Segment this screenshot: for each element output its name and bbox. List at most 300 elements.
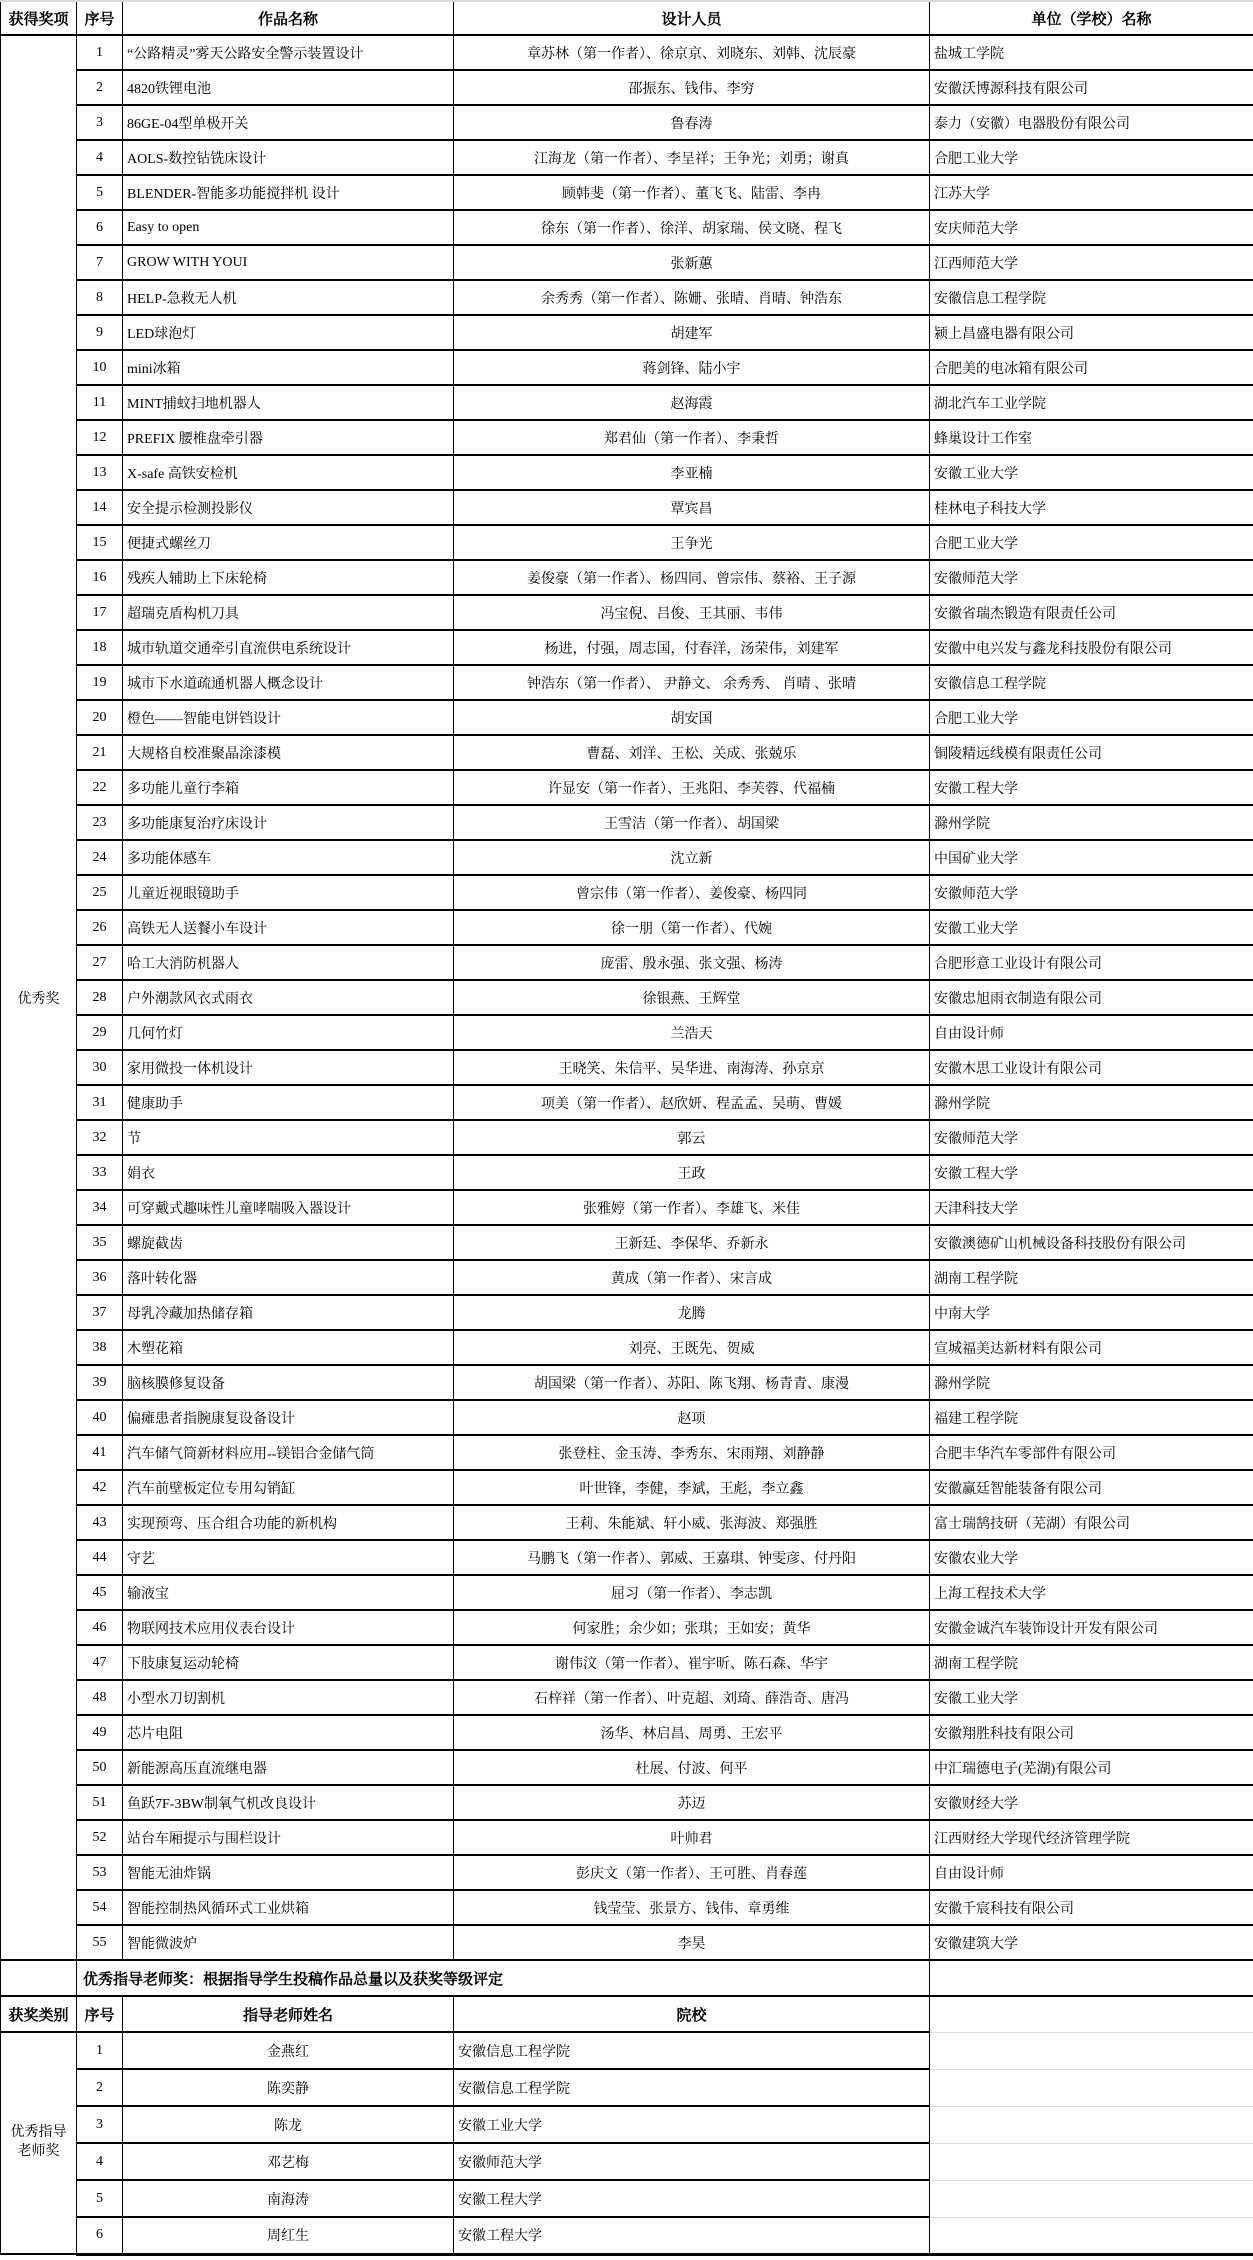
cell-serial-number: 19 <box>77 665 123 700</box>
award-row <box>1 1855 1253 1890</box>
outside-grid-cell <box>930 2143 1253 2180</box>
cell-serial-number: 31 <box>77 1085 123 1120</box>
cell-work-name: 多功能体感车 <box>123 840 454 875</box>
cell-designers: 郭云 <box>454 1120 930 1155</box>
header-serial-number: 序号 <box>77 1 123 35</box>
cell-designers: 汤华、林启昌、周勇、王宏平 <box>454 1715 930 1750</box>
cell-teacher-school: 安徽信息工程学院 <box>454 2069 930 2106</box>
cell-organization: 安徽财经大学 <box>930 1785 1253 1820</box>
award-row <box>1 840 1253 875</box>
cell-designers: 余秀秀（第一作者）、陈姗、张晴、肖晴、钟浩东 <box>454 280 930 315</box>
cell-organization: 合肥形意工业设计有限公司 <box>930 945 1253 980</box>
award-row <box>1 805 1253 840</box>
award-category-cell: 优秀奖 <box>1 35 77 1960</box>
teacher-award-category-cell <box>1 2032 77 2254</box>
cell-serial-number: 7 <box>77 245 123 280</box>
teacher-table-header-row <box>1 1996 1253 2032</box>
cell-work-name: 下肢康复运动轮椅 <box>123 1645 454 1680</box>
cell-serial-number: 13 <box>77 455 123 490</box>
cell-designers: 李昊 <box>454 1925 930 1960</box>
cell-serial-number: 30 <box>77 1050 123 1085</box>
cell-serial-number: 26 <box>77 910 123 945</box>
cell-serial-number: 36 <box>77 1260 123 1295</box>
award-table-body <box>1 35 1253 1960</box>
award-row <box>1 595 1253 630</box>
cell-teacher-name: 南海涛 <box>123 2180 454 2217</box>
cell-work-name: 输液宝 <box>123 1575 454 1610</box>
cell-serial-number: 54 <box>77 1890 123 1925</box>
cell-organization: 盐城工学院 <box>930 35 1253 70</box>
cell-designers: 杜展、付波、何平 <box>454 1750 930 1785</box>
cell-teacher-school: 安徽工程大学 <box>454 2217 930 2254</box>
cell-serial-number: 38 <box>77 1330 123 1365</box>
cell-teacher-name: 陈龙 <box>123 2106 454 2143</box>
cell-designers: 叶世锋，李健，李斌，王彪，李立鑫 <box>454 1470 930 1505</box>
outside-grid-cell <box>930 2217 1253 2254</box>
cell-organization: 安徽工业大学 <box>930 1680 1253 1715</box>
cell-organization: 安徽澳德矿山机械设备科技股份有限公司 <box>930 1225 1253 1260</box>
cell-serial-number: 46 <box>77 1610 123 1645</box>
cell-serial-number: 12 <box>77 420 123 455</box>
award-row <box>1 140 1253 175</box>
award-row <box>1 1470 1253 1505</box>
cell-organization: 宣城福美达新材料有限公司 <box>930 1330 1253 1365</box>
cell-work-name: 螺旋截齿 <box>123 1225 454 1260</box>
award-row <box>1 770 1253 805</box>
teacher-row <box>1 2069 1253 2106</box>
cell-serial-number: 41 <box>77 1435 123 1470</box>
cell-work-name: “公路精灵”雾天公路安全警示装置设计 <box>123 35 454 70</box>
cell-organization: 富士瑞鹄技研（芜湖）有限公司 <box>930 1505 1253 1540</box>
cell-organization: 安徽工程大学 <box>930 770 1253 805</box>
cell-work-name: 可穿戴式趣味性儿童哮喘吸入器设计 <box>123 1190 454 1225</box>
award-row <box>1 1750 1253 1785</box>
cell-work-name: 节 <box>123 1120 454 1155</box>
cell-serial-number: 8 <box>77 280 123 315</box>
award-row <box>1 1365 1253 1400</box>
award-row <box>1 1435 1253 1470</box>
cell-serial-number: 49 <box>77 1715 123 1750</box>
cell-designers: 沈立新 <box>454 840 930 875</box>
cell-work-name: 娟衣 <box>123 1155 454 1190</box>
teacher-award-note: 优秀指导老师奖：根据指导学生投稿作品总量以及获奖等级评定 <box>77 1960 930 1996</box>
header-award-type: 获奖类别 <box>1 1996 77 2032</box>
cell-designers: 张新蕙 <box>454 245 930 280</box>
cell-work-name: 城市下水道疏通机器人概念设计 <box>123 665 454 700</box>
teacher-table-body <box>1 2032 1253 2254</box>
cell-work-name: PREFIX 腰椎盘牵引器 <box>123 420 454 455</box>
award-row <box>1 1120 1253 1155</box>
cell-serial-number: 2 <box>77 70 123 105</box>
award-row <box>1 910 1253 945</box>
cell-teacher-school: 安徽工业大学 <box>454 2106 930 2143</box>
cell-work-name: 汽车前壁板定位专用勾销缸 <box>123 1470 454 1505</box>
award-row <box>1 1785 1253 1820</box>
cell-teacher-serial-number: 4 <box>77 2143 123 2180</box>
cell-work-name: 物联网技术应用仪表台设计 <box>123 1610 454 1645</box>
cell-designers: 顾韩斐（第一作者）、董飞飞、陆雷、李冉 <box>454 175 930 210</box>
cell-serial-number: 10 <box>77 350 123 385</box>
cell-designers: 江海龙（第一作者）、李呈祥；王争光；刘勇；谢真 <box>454 140 930 175</box>
cell-organization: 自由设计师 <box>930 1855 1253 1890</box>
award-row <box>1 700 1253 735</box>
cell-designers: 何家胜；余少如；张琪；王如安；黄华 <box>454 1610 930 1645</box>
cell-designers: 钱莹莹、张景方、钱伟、章勇维 <box>454 1890 930 1925</box>
cell-designers: 谢伟汶（第一作者）、崔宇昕、陈石森、华宇 <box>454 1645 930 1680</box>
cell-designers: 曹磊、刘洋、王松、关成、张兢乐 <box>454 735 930 770</box>
cell-designers: 龙腾 <box>454 1295 930 1330</box>
cell-work-name: 母乳冷藏加热储存箱 <box>123 1295 454 1330</box>
cell-organization: 江西财经大学现代经济管理学院 <box>930 1820 1253 1855</box>
award-row <box>1 490 1253 525</box>
cell-work-name: 高铁无人送餐小车设计 <box>123 910 454 945</box>
award-row <box>1 735 1253 770</box>
cell-organization: 安徽忠旭雨衣制造有限公司 <box>930 980 1253 1015</box>
award-row <box>1 1575 1253 1610</box>
cell-designers: 覃宾昌 <box>454 490 930 525</box>
outside-grid-cell <box>930 2032 1253 2069</box>
cell-work-name: 小型水刀切割机 <box>123 1680 454 1715</box>
cell-designers: 胡国梁（第一作者）、苏阳、陈飞翔、杨青青、康漫 <box>454 1365 930 1400</box>
award-row <box>1 350 1253 385</box>
cell-designers: 徐银燕、王辉堂 <box>454 980 930 1015</box>
cell-designers: 张雅婷（第一作者）、李雄飞、米佳 <box>454 1190 930 1225</box>
award-row <box>1 210 1253 245</box>
award-row <box>1 1015 1253 1050</box>
teacher-row <box>1 2143 1253 2180</box>
cell-organization: 安徽中电兴发与鑫龙科技股份有限公司 <box>930 630 1253 665</box>
award-row <box>1 280 1253 315</box>
cell-organization: 湖北汽车工业学院 <box>930 385 1253 420</box>
cell-designers: 徐东（第一作者）、徐洋、胡家瑞、侯文晓、程飞 <box>454 210 930 245</box>
cell-organization: 安庆师范大学 <box>930 210 1253 245</box>
cell-organization: 合肥工业大学 <box>930 525 1253 560</box>
cell-work-name: 智能微波炉 <box>123 1925 454 1960</box>
cell-designers: 庞雷、殷永强、张文强、杨涛 <box>454 945 930 980</box>
award-row <box>1 1610 1253 1645</box>
cell-organization: 蜂巢设计工作室 <box>930 420 1253 455</box>
cell-serial-number: 14 <box>77 490 123 525</box>
cell-designers: 胡安国 <box>454 700 930 735</box>
award-row <box>1 70 1253 105</box>
cell-designers: 许显安（第一作者）、王兆阳、李芙蓉、代福楠 <box>454 770 930 805</box>
cell-organization: 湖南工程学院 <box>930 1260 1253 1295</box>
cell-organization: 合肥工业大学 <box>930 700 1253 735</box>
cell-serial-number: 32 <box>77 1120 123 1155</box>
empty-cell <box>1 1960 77 1996</box>
header-award-category: 获得奖项 <box>1 1 77 35</box>
cell-organization: 自由设计师 <box>930 1015 1253 1050</box>
header-work-name: 作品名称 <box>123 1 454 35</box>
award-row <box>1 630 1253 665</box>
cell-work-name: 汽车储气筒新材料应用--镁铝合金储气筒 <box>123 1435 454 1470</box>
cell-work-name: 多功能儿童行李箱 <box>123 770 454 805</box>
award-row <box>1 560 1253 595</box>
outside-grid-cell <box>930 2180 1253 2217</box>
cell-serial-number: 51 <box>77 1785 123 1820</box>
cell-organization: 颍上昌盛电器有限公司 <box>930 315 1253 350</box>
award-row <box>1 945 1253 980</box>
award-row <box>1 1260 1253 1295</box>
award-row <box>1 665 1253 700</box>
cell-organization: 合肥美的电冰箱有限公司 <box>930 350 1253 385</box>
cell-serial-number: 27 <box>77 945 123 980</box>
cell-serial-number: 39 <box>77 1365 123 1400</box>
cell-designers: 赵海霞 <box>454 385 930 420</box>
cell-teacher-serial-number: 1 <box>77 2032 123 2069</box>
award-row <box>1 1295 1253 1330</box>
cell-designers: 李亚楠 <box>454 455 930 490</box>
cell-teacher-name: 陈奕静 <box>123 2069 454 2106</box>
cell-work-name: 4820铁锂电池 <box>123 70 454 105</box>
cell-designers: 邵振东、钱伟、李穷 <box>454 70 930 105</box>
cell-organization: 安徽木思工业设计有限公司 <box>930 1050 1253 1085</box>
cell-organization: 滁州学院 <box>930 1085 1253 1120</box>
award-row <box>1 1540 1253 1575</box>
cell-serial-number: 3 <box>77 105 123 140</box>
cell-designers: 彭庆文（第一作者）、王可胜、肖春莲 <box>454 1855 930 1890</box>
award-row <box>1 1330 1253 1365</box>
cell-teacher-school: 安徽工程大学 <box>454 2180 930 2217</box>
cell-serial-number: 5 <box>77 175 123 210</box>
cell-teacher-name: 邓艺梅 <box>123 2143 454 2180</box>
outside-grid-cell <box>930 2069 1253 2106</box>
cell-serial-number: 22 <box>77 770 123 805</box>
cell-work-name: 智能控制热风循环式工业烘箱 <box>123 1890 454 1925</box>
cell-work-name: 守艺 <box>123 1540 454 1575</box>
cell-teacher-name: 周红生 <box>123 2217 454 2254</box>
award-row <box>1 1890 1253 1925</box>
cell-organization: 合肥丰华汽车零部件有限公司 <box>930 1435 1253 1470</box>
cell-serial-number: 53 <box>77 1855 123 1890</box>
cell-designers: 马鹏飞（第一作者）、郭威、王嘉琪、钟雯彦、付丹阳 <box>454 1540 930 1575</box>
cell-serial-number: 42 <box>77 1470 123 1505</box>
cell-serial-number: 20 <box>77 700 123 735</box>
award-row <box>1 1680 1253 1715</box>
cell-serial-number: 9 <box>77 315 123 350</box>
teacher-award-label-line: 优秀指导 <box>10 2125 67 2141</box>
cell-work-name: mini冰箱 <box>123 350 454 385</box>
cell-organization: 安徽省瑞杰锻造有限责任公司 <box>930 595 1253 630</box>
teacher-award-label-line: 老师奖 <box>17 2144 60 2159</box>
cell-serial-number: 29 <box>77 1015 123 1050</box>
award-row <box>1 1715 1253 1750</box>
cell-organization: 安徽农业大学 <box>930 1540 1253 1575</box>
award-row <box>1 525 1253 560</box>
cell-work-name: 健康助手 <box>123 1085 454 1120</box>
cell-work-name: X-safe 高铁安检机 <box>123 455 454 490</box>
cell-work-name: 户外潮款风衣式雨衣 <box>123 980 454 1015</box>
cell-serial-number: 47 <box>77 1645 123 1680</box>
award-row <box>1 315 1253 350</box>
cell-work-name: AOLS-数控钻铣床设计 <box>123 140 454 175</box>
cell-work-name: MINT捕蚊扫地机器人 <box>123 385 454 420</box>
cell-serial-number: 18 <box>77 630 123 665</box>
cell-work-name: 偏瘫患者指腕康复设备设计 <box>123 1400 454 1435</box>
cell-organization: 桂林电子科技大学 <box>930 490 1253 525</box>
cell-work-name: 实现预弯、压合组合功能的新机构 <box>123 1505 454 1540</box>
cell-designers: 王政 <box>454 1155 930 1190</box>
cell-designers: 叶帅君 <box>454 1820 930 1855</box>
cell-organization: 安徽师范大学 <box>930 560 1253 595</box>
cell-work-name: 大规格自校准聚晶涂漆模 <box>123 735 454 770</box>
cell-designers: 冯宝倪、吕俊、王其丽、韦伟 <box>454 595 930 630</box>
teacher-row <box>1 2180 1253 2217</box>
cell-designers: 王争光 <box>454 525 930 560</box>
cell-work-name: 智能无油炸锅 <box>123 1855 454 1890</box>
cell-work-name: Easy to open <box>123 210 454 245</box>
award-row <box>1 1190 1253 1225</box>
award-row <box>1 35 1253 70</box>
cell-organization: 铜陵精远线模有限责任公司 <box>930 735 1253 770</box>
award-row <box>1 420 1253 455</box>
cell-work-name: 几何竹灯 <box>123 1015 454 1050</box>
cell-organization: 中国矿业大学 <box>930 840 1253 875</box>
cell-designers: 徐一朋（第一作者）、代婉 <box>454 910 930 945</box>
award-row <box>1 875 1253 910</box>
cell-organization: 上海工程技术大学 <box>930 1575 1253 1610</box>
award-row <box>1 1505 1253 1540</box>
cell-designers: 赵项 <box>454 1400 930 1435</box>
cell-organization: 安徽信息工程学院 <box>930 280 1253 315</box>
teacher-row <box>1 2032 1253 2069</box>
cell-teacher-school: 安徽信息工程学院 <box>454 2032 930 2069</box>
cell-organization: 安徽千宸科技有限公司 <box>930 1890 1253 1925</box>
cell-serial-number: 15 <box>77 525 123 560</box>
award-row <box>1 455 1253 490</box>
cell-work-name: 家用微投一体机设计 <box>123 1050 454 1085</box>
cell-designers: 郑君仙（第一作者）、李秉哲 <box>454 420 930 455</box>
award-row <box>1 980 1253 1015</box>
cell-designers: 项美（第一作者）、赵欣妍、程孟孟、吴萌、曹媛 <box>454 1085 930 1120</box>
cell-organization: 江西师范大学 <box>930 245 1253 280</box>
cell-organization: 安徽信息工程学院 <box>930 665 1253 700</box>
cell-organization: 安徽沃博源科技有限公司 <box>930 70 1253 105</box>
cell-work-name: 便捷式螺丝刀 <box>123 525 454 560</box>
cell-serial-number: 50 <box>77 1750 123 1785</box>
cell-work-name: 芯片电阻 <box>123 1715 454 1750</box>
cell-organization: 安徽翔胜科技有限公司 <box>930 1715 1253 1750</box>
cell-serial-number: 21 <box>77 735 123 770</box>
cell-work-name: 城市轨道交通牵引直流供电系统设计 <box>123 630 454 665</box>
cell-designers: 苏迈 <box>454 1785 930 1820</box>
cell-serial-number: 1 <box>77 35 123 70</box>
cell-work-name: 残疾人辅助上下床轮椅 <box>123 560 454 595</box>
cell-designers: 屈习（第一作者）、李志凯 <box>454 1575 930 1610</box>
cell-serial-number: 55 <box>77 1925 123 1960</box>
award-row <box>1 1225 1253 1260</box>
cell-work-name: 脑核膜修复设备 <box>123 1365 454 1400</box>
header-teacher-serial-number: 序号 <box>77 1996 123 2032</box>
award-row <box>1 105 1253 140</box>
teacher-row <box>1 2217 1253 2254</box>
cell-serial-number: 37 <box>77 1295 123 1330</box>
award-row <box>1 1400 1253 1435</box>
cell-designers: 黄成（第一作者）、宋言成 <box>454 1260 930 1295</box>
cell-serial-number: 40 <box>77 1400 123 1435</box>
cell-serial-number: 23 <box>77 805 123 840</box>
cell-designers: 姜俊豪（第一作者）、杨四同、曾宗伟、蔡裕、王子源 <box>454 560 930 595</box>
cell-organization: 安徽工业大学 <box>930 455 1253 490</box>
cell-designers: 兰浩天 <box>454 1015 930 1050</box>
award-row <box>1 1820 1253 1855</box>
cell-serial-number: 6 <box>77 210 123 245</box>
cell-organization: 泰力（安徽）电器股份有限公司 <box>930 105 1253 140</box>
cell-work-name: 安全提示检测投影仪 <box>123 490 454 525</box>
award-table-header-row <box>1 1 1253 35</box>
cell-serial-number: 24 <box>77 840 123 875</box>
cell-organization: 福建工程学院 <box>930 1400 1253 1435</box>
award-row <box>1 245 1253 280</box>
cell-organization: 安徽师范大学 <box>930 1120 1253 1155</box>
cell-organization: 合肥工业大学 <box>930 140 1253 175</box>
cell-serial-number: 33 <box>77 1155 123 1190</box>
cell-work-name: 86GE-04型单极开关 <box>123 105 454 140</box>
header-designers: 设计人员 <box>454 1 930 35</box>
cell-work-name: 落叶转化器 <box>123 1260 454 1295</box>
cell-serial-number: 28 <box>77 980 123 1015</box>
cell-serial-number: 25 <box>77 875 123 910</box>
award-row <box>1 1645 1253 1680</box>
cell-serial-number: 48 <box>77 1680 123 1715</box>
cell-serial-number: 45 <box>77 1575 123 1610</box>
cell-work-name: 多功能康复治疗床设计 <box>123 805 454 840</box>
cell-organization: 天津科技大学 <box>930 1190 1253 1225</box>
cell-serial-number: 34 <box>77 1190 123 1225</box>
cell-work-name: 新能源高压直流继电器 <box>123 1750 454 1785</box>
cell-designers: 刘亮、王既先、贺威 <box>454 1330 930 1365</box>
cell-work-name: LED球泡灯 <box>123 315 454 350</box>
cell-organization: 滁州学院 <box>930 805 1253 840</box>
cell-work-name: 儿童近视眼镜助手 <box>123 875 454 910</box>
cell-teacher-serial-number: 3 <box>77 2106 123 2143</box>
outside-grid-cell <box>930 1960 1253 1996</box>
cell-serial-number: 16 <box>77 560 123 595</box>
cell-designers: 章苏林（第一作者）、徐京京、刘晓东、刘韩、沈辰豪 <box>454 35 930 70</box>
cell-work-name: BLENDER-智能多功能搅拌机 设计 <box>123 175 454 210</box>
cell-designers: 胡建军 <box>454 315 930 350</box>
cell-designers: 石梓祥（第一作者）、叶克超、刘琦、薛浩奇、唐冯 <box>454 1680 930 1715</box>
cell-designers: 钟浩东（第一作者）、 尹静文、 余秀秀、 肖晴 、张晴 <box>454 665 930 700</box>
outside-grid-cell <box>930 2106 1253 2143</box>
cell-work-name: 超瑞克盾构机刀具 <box>123 595 454 630</box>
cell-organization: 安徽赢廷智能装备有限公司 <box>930 1470 1253 1505</box>
cell-serial-number: 44 <box>77 1540 123 1575</box>
cell-organization: 滁州学院 <box>930 1365 1253 1400</box>
cell-organization: 安徽建筑大学 <box>930 1925 1253 1960</box>
cell-serial-number: 4 <box>77 140 123 175</box>
cell-teacher-serial-number: 6 <box>77 2217 123 2254</box>
cell-work-name: HELP-急救无人机 <box>123 280 454 315</box>
cell-organization: 安徽师范大学 <box>930 875 1253 910</box>
outside-grid-cell <box>930 1996 1253 2032</box>
cell-organization: 安徽金诚汽车装饰设计开发有限公司 <box>930 1610 1253 1645</box>
cell-serial-number: 43 <box>77 1505 123 1540</box>
cell-organization: 江苏大学 <box>930 175 1253 210</box>
award-row <box>1 1085 1253 1120</box>
teacher-award-note-row <box>1 1960 1253 1996</box>
cell-organization: 中汇瑞德电子(芜湖)有限公司 <box>930 1750 1253 1785</box>
award-row <box>1 175 1253 210</box>
cell-designers: 王晓笑、朱信平、吴华进、南海涛、孙京京 <box>454 1050 930 1085</box>
cell-designers: 杨进，付强，周志国，付春洋，汤荣伟，刘建军 <box>454 630 930 665</box>
award-row <box>1 1925 1253 1960</box>
header-teacher-name: 指导老师姓名 <box>123 1996 454 2032</box>
award-row <box>1 1050 1253 1085</box>
cell-serial-number: 35 <box>77 1225 123 1260</box>
cell-serial-number: 11 <box>77 385 123 420</box>
cell-organization: 湖南工程学院 <box>930 1645 1253 1680</box>
